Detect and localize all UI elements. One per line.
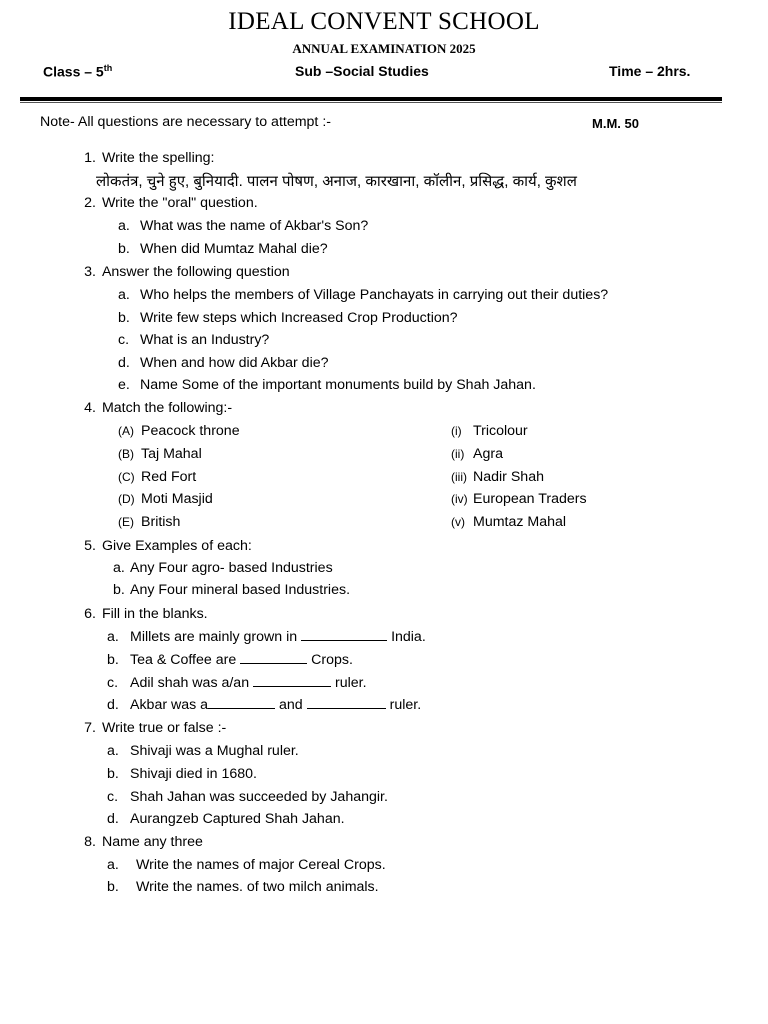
item-letter: b.	[107, 652, 119, 668]
blank-line	[208, 697, 275, 709]
item-letter: c.	[118, 332, 130, 348]
header-rule	[20, 97, 722, 101]
item-label: (E)	[118, 515, 134, 529]
match-left-item	[118, 446, 202, 462]
item-text: Tea & Coffee are	[130, 652, 237, 668]
item-text: Moti Masjid	[141, 491, 213, 507]
item-text: Shivaji was a Mughal ruler.	[130, 743, 299, 759]
blank-item	[107, 675, 367, 691]
item-text: When and how did Akbar die?	[140, 355, 329, 371]
item-letter: d.	[118, 355, 130, 371]
question-number: 3.	[84, 264, 96, 280]
item-text: Agra	[473, 446, 503, 462]
question-number: 5.	[84, 538, 96, 554]
header-rule-thin	[20, 102, 722, 103]
blank-line	[253, 675, 331, 687]
item-letter: b.	[118, 241, 130, 257]
item-letter: c.	[107, 789, 119, 805]
item-text: Any Four mineral based Industries.	[130, 582, 351, 598]
subject-label: Sub –Social Studies	[295, 63, 429, 79]
time-label: Time – 2hrs.	[609, 63, 691, 79]
item-text: British	[141, 514, 181, 530]
item-label: (B)	[118, 447, 134, 461]
class-text: Class – 5	[43, 63, 104, 80]
item-label: (A)	[118, 424, 134, 438]
list-item	[107, 879, 379, 895]
item-letter: c.	[107, 675, 119, 691]
item-text: Aurangzeb Captured Shah Jahan.	[130, 811, 345, 827]
item-letter: b.	[118, 310, 130, 326]
item-letter: e.	[118, 377, 130, 393]
question-3	[72, 264, 290, 280]
question-text: Write the spelling:	[101, 150, 215, 166]
question-8	[72, 834, 203, 850]
class-superscript: th	[103, 63, 113, 73]
question-text: Write true or false :-	[101, 720, 227, 736]
exam-title: ANNUAL EXAMINATION 2025	[292, 41, 476, 56]
item-letter: a.	[107, 629, 119, 645]
question-1	[72, 150, 214, 166]
question-7	[72, 720, 226, 736]
item-letter: a.	[113, 560, 125, 576]
note-text: Note- All questions are necessary to attempt :-	[40, 114, 331, 130]
item-label: (i)	[451, 424, 462, 438]
question-6	[72, 606, 208, 622]
item-text: When did Mumtaz Mahal die?	[140, 241, 328, 257]
item-text: Write the names. of two milch animals.	[136, 879, 379, 895]
item-text: Write few steps which Increased Crop Production?	[140, 310, 458, 326]
match-left-item	[118, 469, 196, 485]
item-letter: a.	[118, 287, 130, 303]
list-item	[107, 789, 388, 805]
hindi-words: लोकतंत्र, चुने हुए, बुनियादी. पालन पोषण, अनाज, कारखाना, कॉलीन, प्रसिद्ध, कार्य, कुशल	[96, 173, 577, 190]
blank-item	[107, 629, 426, 645]
item-label: (iv)	[451, 492, 468, 506]
match-right-item	[451, 491, 587, 507]
item-label: (iii)	[451, 470, 467, 484]
item-letter: a.	[107, 743, 119, 759]
item-letter: d.	[107, 811, 119, 827]
item-text: Taj Mahal	[141, 446, 202, 462]
question-4	[72, 400, 232, 416]
item-text: Millets are mainly grown in	[130, 629, 298, 645]
list-item	[107, 743, 299, 759]
item-letter: b.	[107, 766, 119, 782]
question-number: 2.	[84, 195, 96, 211]
question-text: Name any three	[101, 834, 203, 850]
question-5	[72, 538, 252, 554]
item-letter: a.	[107, 857, 119, 873]
class-label	[43, 63, 112, 80]
item-text: and	[279, 697, 303, 713]
list-item	[107, 811, 345, 827]
match-left-item	[118, 423, 240, 439]
blank-item	[107, 697, 421, 713]
list-item	[118, 377, 536, 393]
question-text: Answer the following question	[101, 264, 290, 280]
item-text: India.	[391, 629, 426, 645]
item-text: Crops.	[311, 652, 353, 668]
item-label: (ii)	[451, 447, 465, 461]
list-item	[118, 241, 328, 257]
list-item	[107, 857, 386, 873]
item-text: European Traders	[473, 491, 587, 507]
list-item	[118, 287, 608, 303]
match-left-item	[118, 514, 180, 530]
match-left-item	[118, 491, 213, 507]
list-item	[118, 310, 458, 326]
item-text: Red Fort	[141, 469, 197, 485]
list-item	[118, 355, 329, 371]
item-letter: b.	[107, 879, 119, 895]
question-number: 6.	[84, 606, 96, 622]
item-text: Nadir Shah	[473, 469, 544, 485]
match-right-item	[451, 423, 528, 439]
item-text: Name Some of the important monuments build by Shah Jahan.	[140, 377, 536, 393]
item-text: ruler.	[335, 675, 367, 691]
max-marks: M.M. 50	[592, 116, 639, 131]
question-text: Fill in the blanks.	[101, 606, 208, 622]
item-text: Shah Jahan was succeeded by Jahangir.	[130, 789, 388, 805]
item-text: ruler.	[389, 697, 422, 713]
item-text: Akbar was a	[130, 697, 209, 713]
question-text: Write the "oral" question.	[101, 195, 258, 211]
item-text: Write the names of major Cereal Crops.	[136, 857, 386, 873]
question-number: 8.	[84, 834, 96, 850]
item-text: Any Four agro- based Industries	[130, 560, 333, 576]
match-right-item	[451, 446, 503, 462]
item-label: (C)	[118, 470, 135, 484]
match-right-item	[451, 514, 566, 530]
item-text: What is an Industry?	[140, 332, 270, 348]
question-number: 4.	[84, 400, 96, 416]
list-item	[118, 332, 269, 348]
school-name: IDEAL CONVENT SCHOOL	[228, 8, 540, 35]
item-label: (v)	[451, 515, 465, 529]
item-letter: d.	[107, 697, 119, 713]
item-label: (D)	[118, 492, 135, 506]
list-item	[107, 766, 257, 782]
blank-line	[301, 629, 387, 641]
question-2	[72, 195, 258, 211]
list-item	[113, 582, 350, 598]
item-letter: b.	[113, 582, 125, 598]
blank-line	[240, 652, 307, 664]
item-text: Mumtaz Mahal	[473, 514, 567, 530]
question-number: 1.	[84, 150, 96, 166]
match-right-item	[451, 469, 544, 485]
list-item	[113, 560, 333, 576]
item-letter: a.	[118, 218, 130, 234]
blank-item	[107, 652, 353, 668]
question-number: 7.	[84, 720, 96, 736]
item-text: What was the name of Akbar's Son?	[140, 218, 369, 234]
item-text: Adil shah was a/an	[130, 675, 250, 691]
list-item	[118, 218, 368, 234]
blank-line	[307, 697, 386, 709]
question-text: Give Examples of each:	[101, 538, 252, 554]
question-text: Match the following:-	[101, 400, 233, 416]
item-text: Peacock throne	[141, 423, 240, 439]
item-text: Tricolour	[473, 423, 528, 439]
item-text: Who helps the members of Village Panchayats in carrying out their duties?	[140, 287, 609, 303]
item-text: Shivaji died in 1680.	[130, 766, 257, 782]
